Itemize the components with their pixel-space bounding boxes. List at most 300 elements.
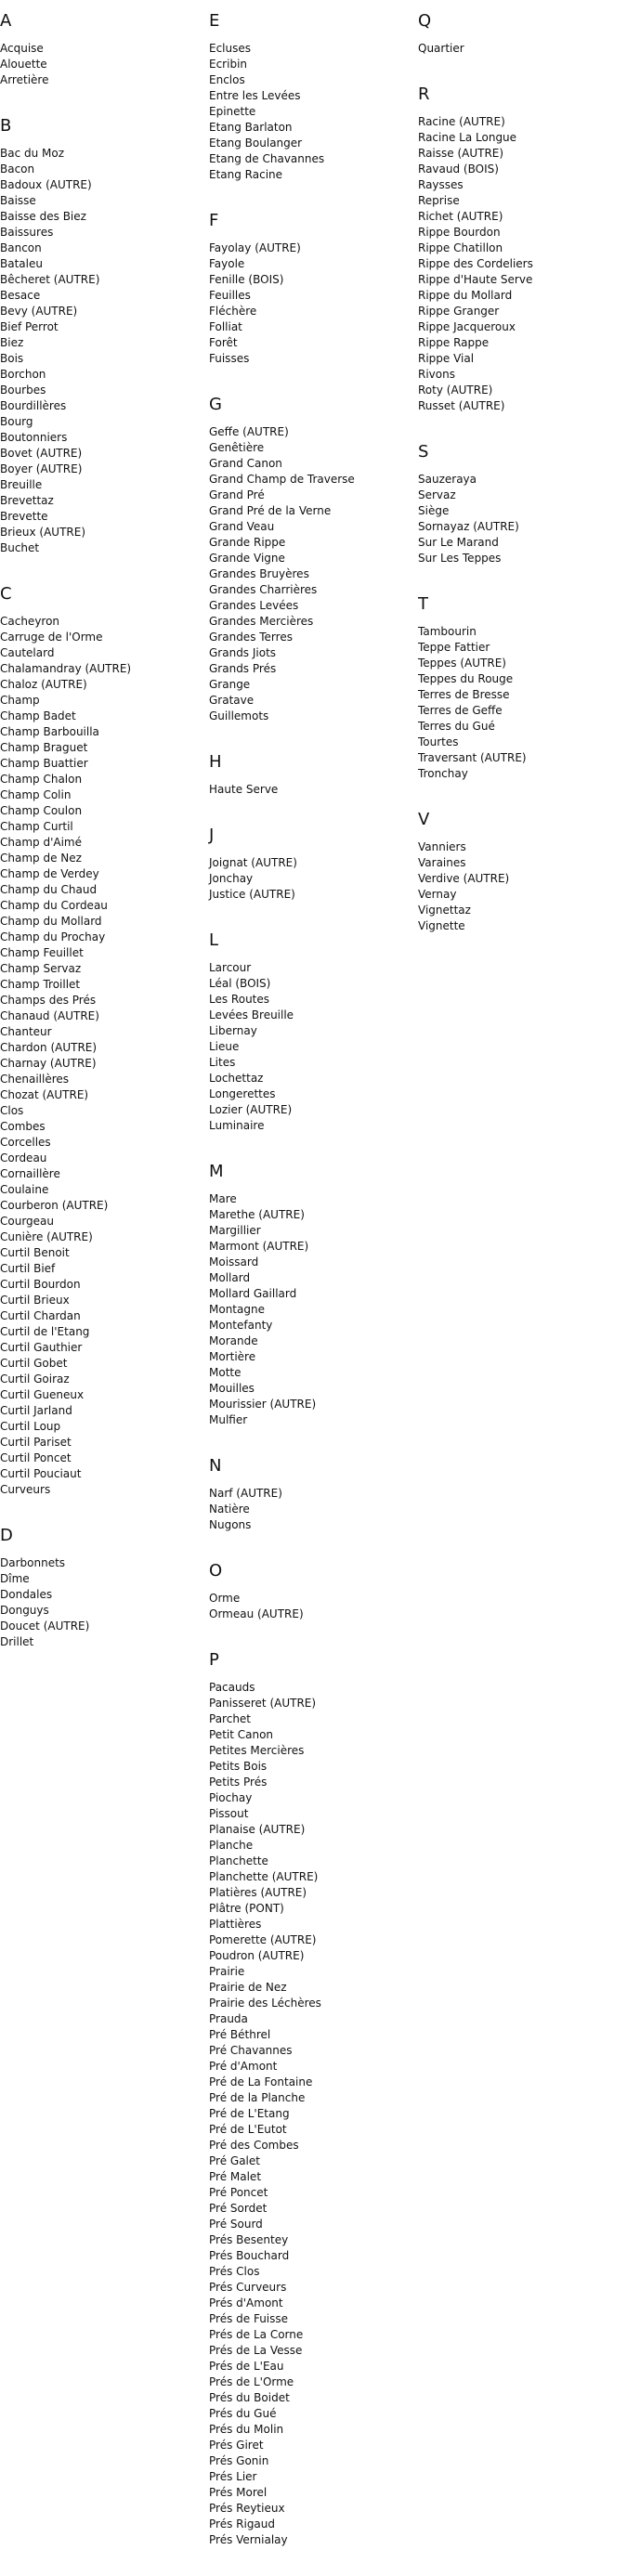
index-column-2 — [209, 11, 355, 2576]
list-item: Raysses — [418, 178, 464, 191]
list-item: Prés du Boidet — [209, 2391, 290, 2404]
list-item: Longerettes — [209, 1087, 276, 1100]
list-item: Curtil Pariset — [0, 1436, 72, 1449]
list-item: Libernay — [209, 1024, 257, 1037]
entry-list — [209, 1591, 355, 1622]
list-item: Baisse des Biez — [0, 210, 86, 223]
list-item: Lites — [209, 1056, 236, 1069]
list-item: Pré Malet — [209, 2170, 262, 2183]
list-item: Chardon (AUTRE) — [0, 1041, 98, 1054]
letter-heading: P — [209, 1650, 219, 1670]
list-item: Bac du Moz — [0, 147, 65, 160]
list-item: Chozat (AUTRE) — [0, 1088, 89, 1101]
entry-list — [209, 855, 355, 903]
list-item: Brevette — [0, 510, 48, 523]
list-item: Raisse (AUTRE) — [418, 147, 504, 160]
list-item: Prés Bouchard — [209, 2249, 290, 2262]
list-item: Fléchère — [209, 305, 257, 318]
list-item: Prairie — [209, 1965, 245, 1978]
letter-heading: C — [0, 584, 12, 604]
list-item: Epinette — [209, 105, 256, 118]
list-item: Drillet — [0, 1635, 34, 1648]
letter-heading: S — [418, 442, 429, 462]
entry-list — [0, 146, 131, 556]
list-item: Arretière — [0, 73, 49, 86]
list-item: Pré Sordet — [209, 2202, 268, 2215]
list-item: Champ Feuillet — [0, 946, 84, 959]
list-item: Les Routes — [209, 993, 270, 1006]
list-item: Vanniers — [418, 840, 466, 853]
list-item: Prés Gonin — [209, 2454, 269, 2467]
list-item: Pomerette (AUTRE) — [209, 1933, 317, 1946]
list-item: Grand Champ de Traverse — [209, 473, 355, 486]
list-item: Terres de Geffe — [418, 704, 503, 717]
letter-group-c — [0, 584, 131, 1498]
list-item: Pré de L'Etang — [209, 2107, 290, 2120]
list-item: Tronchay — [418, 767, 468, 780]
list-item: Planchette (AUTRE) — [209, 1870, 319, 1883]
list-item: Sur Le Marand — [418, 536, 499, 549]
list-item: Curtil Goiraz — [0, 1373, 70, 1386]
list-item: Roty (AUTRE) — [418, 384, 493, 397]
list-item: Champ du Chaud — [0, 883, 98, 896]
list-item: Grandes Charrières — [209, 583, 318, 596]
list-item: Pré Béthrel — [209, 2028, 271, 2041]
list-item: Teppes (AUTRE) — [418, 657, 506, 670]
list-item: Combes — [0, 1120, 46, 1133]
list-item: Prés de Fuisse — [209, 2312, 289, 2325]
list-item: Lozier (AUTRE) — [209, 1103, 293, 1116]
letter-heading: R — [418, 85, 430, 104]
list-item: Curtil Bief — [0, 1262, 56, 1275]
entry-list — [418, 839, 533, 934]
list-item: Champ de Nez — [0, 852, 82, 865]
list-item: Fenille (BOIS) — [209, 273, 284, 286]
list-item: Coulaine — [0, 1183, 49, 1196]
list-item: Grands Jiots — [209, 646, 277, 659]
letter-group-r — [418, 85, 533, 414]
list-item: Rippe Vial — [418, 352, 475, 365]
list-item: Richet (AUTRE) — [418, 210, 503, 223]
list-item: Etang Boulanger — [209, 137, 303, 150]
list-item: Prés du Molin — [209, 2423, 284, 2436]
letter-heading: V — [418, 810, 430, 829]
list-item: Champ Coulon — [0, 804, 83, 817]
letter-group-d — [0, 1526, 131, 1650]
list-item: Grandes Mercières — [209, 615, 314, 628]
list-item: Fayole — [209, 257, 245, 270]
list-item: Racine (AUTRE) — [418, 115, 505, 128]
letter-heading: E — [209, 11, 220, 31]
list-item: Champ Curtil — [0, 820, 73, 833]
list-item: Morande — [209, 1334, 258, 1347]
list-item: Courgeau — [0, 1215, 55, 1228]
list-item: Acquise — [0, 42, 44, 55]
letter-heading: Q — [418, 11, 432, 31]
list-item: Chanaud (AUTRE) — [0, 1009, 99, 1022]
list-item: Verdive (AUTRE) — [418, 872, 510, 885]
list-item: Prés de L'Eau — [209, 2360, 284, 2373]
list-item: Folliat — [209, 320, 242, 333]
list-item: Narf (AUTRE) — [209, 1487, 282, 1500]
list-item: Baisse — [0, 194, 36, 207]
index-column-1 — [0, 11, 131, 1678]
letter-group-t — [418, 594, 533, 782]
list-item: Prés Vernialay — [209, 2533, 288, 2546]
list-item: Pré de L'Eutot — [209, 2123, 287, 2136]
list-item: Pissout — [209, 1807, 249, 1820]
list-item: Sauzeraya — [418, 473, 477, 486]
list-item: Champ — [0, 694, 40, 707]
entry-list — [209, 1191, 355, 1428]
list-item: Vignette — [418, 919, 465, 932]
list-item: Guillemots — [209, 709, 269, 722]
list-item: Bourbes — [0, 384, 46, 397]
list-item: Forêt — [209, 336, 238, 349]
list-item: Prés de La Vesse — [209, 2344, 303, 2357]
list-item: Ravaud (BOIS) — [418, 163, 499, 176]
list-item: Pré de la Planche — [209, 2091, 306, 2104]
list-item: Prés Reytieux — [209, 2502, 285, 2515]
list-item: Etang de Chavannes — [209, 152, 325, 165]
letter-heading: A — [0, 11, 12, 31]
list-item: Grands Prés — [209, 662, 277, 675]
list-item: Carruge de l'Orme — [0, 631, 103, 644]
entry-list — [209, 241, 355, 367]
list-item: Bêcheret (AUTRE) — [0, 273, 100, 286]
list-item: Pré des Combes — [209, 2139, 299, 2152]
list-item: Curtil Benoit — [0, 1246, 70, 1259]
list-item: Montefanty — [209, 1319, 273, 1332]
list-item: Champ Badet — [0, 709, 76, 722]
list-item: Larcour — [209, 961, 252, 974]
list-item: Prés Lier — [209, 2470, 257, 2483]
letter-heading: H — [209, 752, 222, 772]
list-item: Courberon (AUTRE) — [0, 1199, 109, 1212]
list-item: Ecluses — [209, 42, 252, 55]
list-item: Prés Giret — [209, 2439, 264, 2452]
list-item: Traversant (AUTRE) — [418, 751, 527, 764]
list-item: Petits Bois — [209, 1760, 268, 1773]
letter-group-m — [209, 1162, 355, 1428]
list-item: Reprise — [418, 194, 460, 207]
letter-heading: G — [209, 395, 222, 414]
entry-list — [0, 614, 131, 1498]
list-item: Pacauds — [209, 1681, 255, 1694]
list-item: Champ Barbouilla — [0, 725, 99, 738]
list-item: Doucet (AUTRE) — [0, 1620, 90, 1633]
list-item: Siège — [418, 504, 450, 517]
list-item: Mouilles — [209, 1382, 255, 1395]
list-item: Curtil Poncet — [0, 1451, 72, 1464]
letter-group-h — [209, 752, 355, 798]
list-item: Pré de La Fontaine — [209, 2075, 313, 2088]
list-item: Champ Braguet — [0, 741, 88, 754]
list-item: Terres de Bresse — [418, 688, 510, 701]
list-item: Marethe (AUTRE) — [209, 1208, 305, 1221]
list-item: Luminaire — [209, 1119, 265, 1132]
list-item: Prés Clos — [209, 2265, 260, 2278]
letter-group-p — [209, 1650, 355, 2548]
list-item: Champ du Prochay — [0, 930, 106, 943]
entry-list — [418, 41, 533, 57]
list-item: Cornaillère — [0, 1167, 60, 1180]
list-item: Léal (BOIS) — [209, 977, 271, 990]
letter-group-v — [418, 810, 533, 934]
list-item: Rippe Bourdon — [418, 226, 501, 239]
letter-group-a — [0, 11, 131, 88]
list-item: Champ Servaz — [0, 962, 82, 975]
letter-heading: T — [418, 594, 428, 614]
list-item: Grand Canon — [209, 457, 282, 470]
list-item: Planchette — [209, 1854, 268, 1867]
list-item: Mourissier (AUTRE) — [209, 1398, 317, 1411]
list-item: Bataleu — [0, 257, 43, 270]
letter-group-b — [0, 116, 131, 556]
letter-heading: J — [209, 826, 215, 845]
list-item: Enclos — [209, 73, 245, 86]
list-item: Haute Serve — [209, 783, 279, 796]
list-item: Petites Mercières — [209, 1744, 305, 1757]
letter-heading: M — [209, 1162, 224, 1181]
list-item: Prés d'Amont — [209, 2296, 283, 2309]
list-item: Rippe Jacqueroux — [418, 320, 516, 333]
list-item: Badoux (AUTRE) — [0, 178, 92, 191]
entry-list — [418, 472, 533, 566]
list-item: Jonchay — [209, 872, 254, 885]
entry-list — [0, 1555, 131, 1650]
list-item: Vignettaz — [418, 904, 471, 917]
list-item: Prés de La Corne — [209, 2328, 304, 2341]
list-item: Champ Chalon — [0, 773, 83, 786]
list-item: Prairie des Léchères — [209, 1997, 321, 2010]
list-item: Rippe Granger — [418, 305, 500, 318]
list-item: Ormeau (AUTRE) — [209, 1607, 304, 1620]
list-item: Rippe Chatillon — [418, 241, 503, 254]
entry-list — [418, 624, 533, 782]
list-item: Grand Pré — [209, 488, 265, 501]
list-item: Curtil Jarland — [0, 1404, 72, 1417]
list-item: Platières (AUTRE) — [209, 1886, 307, 1899]
list-item: Cunière (AUTRE) — [0, 1230, 93, 1243]
list-item: Pré Galet — [209, 2154, 260, 2167]
list-item: Darbonnets — [0, 1556, 66, 1569]
list-item: Sur Les Teppes — [418, 552, 502, 565]
list-item: Charnay (AUTRE) — [0, 1057, 97, 1070]
list-item: Champ du Mollard — [0, 915, 102, 928]
list-item: Grandes Levées — [209, 599, 299, 612]
letter-heading: B — [0, 116, 12, 136]
list-item: Chaloz (AUTRE) — [0, 678, 87, 691]
list-item: Entre les Levées — [209, 89, 301, 102]
list-item: Lieue — [209, 1040, 240, 1053]
list-item: Chanteur — [0, 1025, 52, 1038]
list-item: Curtil Gobet — [0, 1357, 68, 1370]
letter-group-s — [418, 442, 533, 566]
list-item: Grange — [209, 678, 251, 691]
list-item: Cautelard — [0, 646, 55, 659]
list-item: Breuille — [0, 478, 43, 491]
list-item: Teppes du Rouge — [418, 672, 514, 685]
list-item: Champ Buattier — [0, 757, 88, 770]
list-item: Grand Pré de la Verne — [209, 504, 332, 517]
list-item: Parchet — [209, 1712, 252, 1725]
entry-list — [209, 41, 355, 183]
list-item: Racine La Longue — [418, 131, 517, 144]
list-item: Curtil Pouciaut — [0, 1467, 82, 1480]
list-item: Curtil Chardan — [0, 1309, 81, 1322]
list-item: Levées Breuille — [209, 1008, 294, 1021]
list-item: Champ de Verdey — [0, 867, 99, 880]
list-item: Prés Besentey — [209, 2233, 289, 2246]
list-item: Cacheyron — [0, 615, 60, 628]
list-item: Prés Morel — [209, 2486, 268, 2499]
list-item: Planche — [209, 1839, 254, 1852]
list-item: Nugons — [209, 1518, 252, 1531]
list-item: Bevy (AUTRE) — [0, 305, 78, 318]
list-item: Curtil Bourdon — [0, 1278, 81, 1291]
list-item: Alouette — [0, 58, 47, 71]
list-item: Petits Prés — [209, 1776, 268, 1789]
list-item: Borchon — [0, 368, 46, 381]
list-item: Corcelles — [0, 1136, 51, 1149]
list-item: Lochettaz — [209, 1072, 264, 1085]
entry-list — [209, 960, 355, 1134]
entry-list — [209, 1680, 355, 2548]
list-item: Rivons — [418, 368, 455, 381]
list-item: Bois — [0, 352, 24, 365]
list-item: Mulfier — [209, 1413, 248, 1426]
list-item: Champ d'Aimé — [0, 836, 82, 849]
list-item: Curtil Brieux — [0, 1294, 70, 1307]
list-item: Montagne — [209, 1303, 265, 1316]
list-item: Quartier — [418, 42, 464, 55]
list-item: Planaise (AUTRE) — [209, 1823, 306, 1836]
list-item: Rippe des Cordeliers — [418, 257, 533, 270]
list-item: Curtil de l'Etang — [0, 1325, 90, 1338]
list-item: Boutonniers — [0, 431, 68, 444]
entry-list — [209, 1486, 355, 1533]
list-item: Motte — [209, 1366, 242, 1379]
list-item: Rippe d'Haute Serve — [418, 273, 533, 286]
list-item: Servaz — [418, 488, 456, 501]
list-item: Prés du Gué — [209, 2407, 277, 2420]
list-item: Fayolay (AUTRE) — [209, 241, 301, 254]
list-item: Prés Rigaud — [209, 2517, 276, 2530]
list-item: Bancon — [0, 241, 42, 254]
list-item: Curveurs — [0, 1483, 51, 1496]
list-item: Brieux (AUTRE) — [0, 526, 86, 539]
list-item: Bourg — [0, 415, 33, 428]
list-item: Rippe Rappe — [418, 336, 490, 349]
list-item: Mollard Gaillard — [209, 1287, 297, 1300]
list-item: Grand Veau — [209, 520, 275, 533]
letter-group-j — [209, 826, 355, 903]
list-item: Prés de L'Orme — [209, 2375, 294, 2388]
list-item: Curtil Loup — [0, 1420, 61, 1433]
list-item: Chenaillères — [0, 1073, 70, 1086]
list-item: Genêtière — [209, 441, 265, 454]
list-item: Panisseret (AUTRE) — [209, 1697, 317, 1710]
list-item: Champ du Cordeau — [0, 899, 108, 912]
list-item: Etang Barlaton — [209, 121, 293, 134]
list-item: Terres du Gué — [418, 720, 495, 733]
list-item: Sornayaz (AUTRE) — [418, 520, 519, 533]
list-item: Teppe Fattier — [418, 641, 490, 654]
list-item: Margillier — [209, 1224, 261, 1237]
list-item: Fuisses — [209, 352, 250, 365]
list-item: Varaines — [418, 856, 466, 869]
list-item: Pré Chavannes — [209, 2044, 293, 2057]
letter-heading: D — [0, 1526, 13, 1545]
list-item: Grandes Bruyères — [209, 567, 309, 580]
entry-list — [418, 114, 533, 414]
list-item: Plâtre (PONT) — [209, 1902, 284, 1915]
list-item: Gratave — [209, 694, 255, 707]
list-item: Vernay — [418, 888, 457, 901]
letter-group-f — [209, 211, 355, 367]
entry-list — [209, 424, 355, 724]
list-item: Grande Vigne — [209, 552, 285, 565]
list-item: Prés Curveurs — [209, 2281, 287, 2294]
list-item: Ecribin — [209, 58, 248, 71]
letter-heading: L — [209, 930, 219, 950]
list-item: Moissard — [209, 1255, 259, 1268]
list-item: Dîme — [0, 1572, 30, 1585]
list-item: Marmont (AUTRE) — [209, 1240, 309, 1253]
list-item: Pré d'Amont — [209, 2060, 278, 2073]
list-item: Joignat (AUTRE) — [209, 856, 297, 869]
list-item: Prauda — [209, 2012, 248, 2025]
list-item: Bourdillères — [0, 399, 67, 412]
list-item: Orme — [209, 1592, 241, 1605]
list-item: Tambourin — [418, 625, 477, 638]
list-item: Tourtes — [418, 735, 459, 748]
list-item: Pré Sourd — [209, 2218, 263, 2231]
letter-group-n — [209, 1456, 355, 1533]
list-item: Feuilles — [209, 289, 251, 302]
list-item: Champ Troillet — [0, 978, 81, 991]
list-item: Natière — [209, 1503, 250, 1516]
letter-group-q — [418, 11, 533, 57]
list-item: Baissures — [0, 226, 54, 239]
list-item: Cordeau — [0, 1151, 47, 1164]
letter-heading: N — [209, 1456, 222, 1476]
list-item: Petit Canon — [209, 1728, 274, 1741]
letter-heading: O — [209, 1561, 223, 1581]
list-item: Piochay — [209, 1791, 253, 1804]
list-item: Etang Racine — [209, 168, 283, 181]
letter-group-e — [209, 11, 355, 183]
list-item: Bacon — [0, 163, 35, 176]
list-item: Champ Colin — [0, 788, 72, 801]
letter-heading: F — [209, 211, 219, 230]
list-item: Donguys — [0, 1604, 49, 1617]
list-item: Poudron (AUTRE) — [209, 1949, 305, 1962]
list-item: Curtil Gauthier — [0, 1341, 83, 1354]
list-item: Brevettaz — [0, 494, 54, 507]
letter-group-l — [209, 930, 355, 1134]
list-item: Dondales — [0, 1588, 53, 1601]
list-item: Grandes Terres — [209, 631, 293, 644]
list-item: Champs des Prés — [0, 994, 97, 1007]
list-item: Mortière — [209, 1350, 256, 1363]
entry-list — [0, 41, 131, 88]
list-item: Boyer (AUTRE) — [0, 462, 83, 475]
list-item: Justice (AUTRE) — [209, 888, 295, 901]
list-item: Rippe du Mollard — [418, 289, 513, 302]
list-item: Bief Perrot — [0, 320, 59, 333]
